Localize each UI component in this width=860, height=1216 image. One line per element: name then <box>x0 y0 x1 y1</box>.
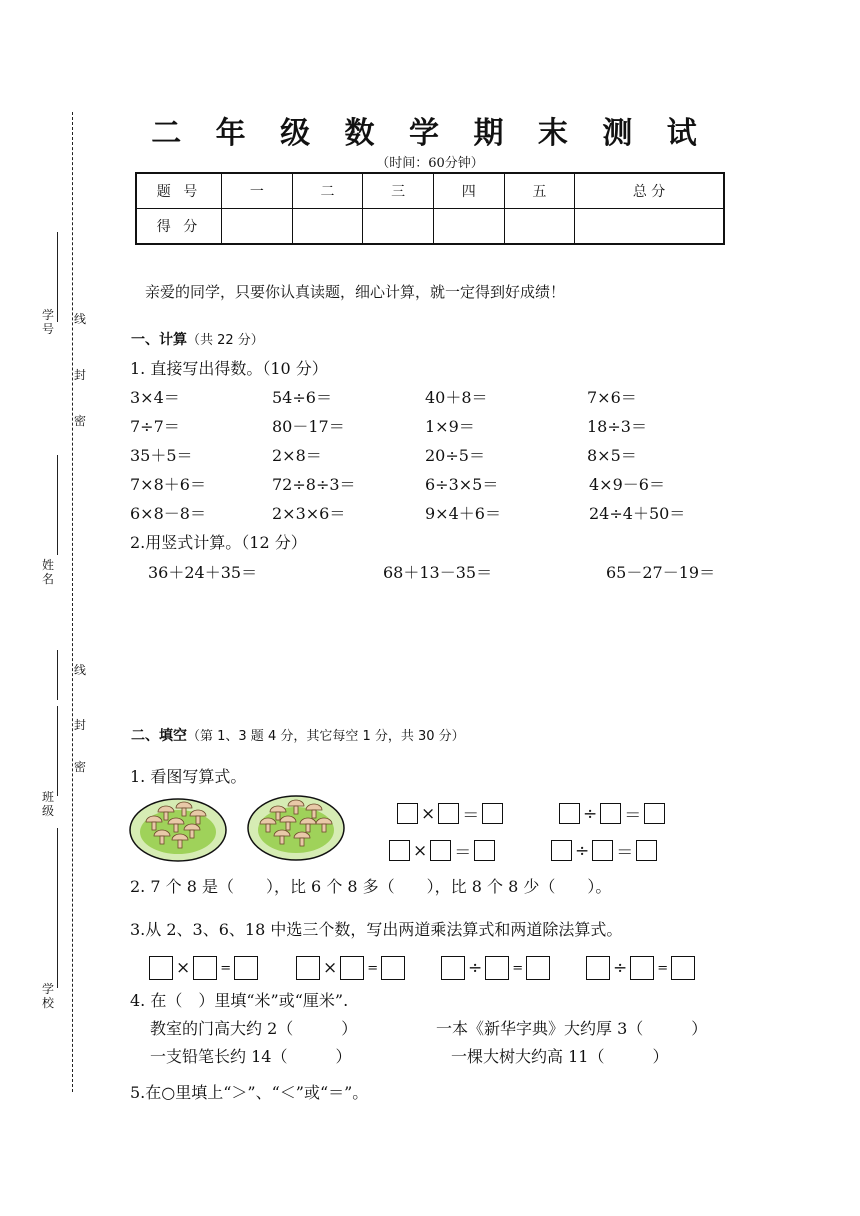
fill-unit-item: 一棵大树大约高 11（ ） <box>451 1047 669 1066</box>
xingming-underline <box>57 455 58 555</box>
fill-unit-item: 一本《新华字典》大约厚 3（ ） <box>436 1019 708 1038</box>
section2-q4: 4. 在（ ）里填“米”或“厘米”. <box>130 991 349 1010</box>
answer-box[interactable] <box>193 956 217 980</box>
section2-q3: 3.从 2、3、6、18 中选三个数，写出两道乘法算式和两道除法算式。 <box>130 920 623 939</box>
calc-item: 7×6＝ <box>587 388 637 407</box>
equals-sign: = <box>220 960 232 976</box>
answer-box[interactable] <box>474 840 495 861</box>
answer-box[interactable] <box>149 956 173 980</box>
calc-item: 6÷3×5＝ <box>425 475 499 494</box>
answer-box[interactable] <box>296 956 320 980</box>
mi-label-1: 密 <box>73 414 86 428</box>
section2-title: 二、填空 <box>131 728 187 744</box>
blank-division-equation <box>551 838 657 863</box>
banji-underline-top <box>57 650 58 700</box>
score-cell[interactable] <box>433 209 504 245</box>
blank-division-equation <box>441 956 550 980</box>
banji-underline <box>57 706 58 796</box>
mushroom-plate-picture <box>128 796 228 862</box>
calc-item: 72÷8÷3＝ <box>272 475 356 494</box>
calc-item: 9×4＋6＝ <box>425 504 501 523</box>
time-limit: （时间：60分钟） <box>376 156 484 171</box>
xuehao-underline <box>57 232 58 322</box>
vertical-calc-item: 68＋13－35＝ <box>383 563 493 582</box>
feng-label-1: 封 <box>73 368 86 382</box>
calc-item: 6×8－8＝ <box>130 504 206 523</box>
xian-label-1: 线 <box>73 312 86 326</box>
divide-sign: ÷ <box>575 840 590 861</box>
xian-label-2: 线 <box>73 663 86 677</box>
calc-item: 54÷6＝ <box>272 388 332 407</box>
greeting-text: 亲爱的同学，只要你认真读题，细心计算，就一定得到好成绩！ <box>145 283 566 301</box>
fill-unit-item: 教室的门高大约 2（ ） <box>150 1019 358 1038</box>
blank-multiplication-equation <box>149 956 258 980</box>
calc-item: 2×3×6＝ <box>272 504 346 523</box>
banji-label: 班 级 <box>41 790 54 818</box>
divide-sign: ÷ <box>613 958 628 978</box>
blank-multiplication-equation <box>296 956 405 980</box>
equals-sign: = <box>367 960 379 976</box>
times-sign: × <box>413 840 428 861</box>
score-row-label: 得 分 <box>136 209 222 245</box>
score-cell[interactable] <box>575 209 724 245</box>
header-cell: 二 <box>292 173 363 209</box>
calc-item: 35＋5＝ <box>130 446 193 465</box>
answer-box[interactable] <box>430 840 451 861</box>
mi-label-2: 密 <box>73 760 86 774</box>
section2-q5: 5.在○里填上“＞”、“＜”或“＝”。 <box>130 1083 369 1102</box>
xuexiao-underline <box>57 828 58 988</box>
score-cell[interactable] <box>504 209 575 245</box>
times-sign: × <box>176 958 191 978</box>
binding-dashed-line <box>72 112 73 1092</box>
answer-box[interactable] <box>551 840 572 861</box>
header-cell: 一 <box>222 173 293 209</box>
times-sign: × <box>421 803 436 824</box>
calc-item: 2×8＝ <box>272 446 322 465</box>
section1-q2: 2.用竖式计算。（12 分） <box>130 533 307 552</box>
answer-box[interactable] <box>389 840 410 861</box>
answer-box[interactable] <box>644 803 665 824</box>
calc-item: 24÷4＋50＝ <box>589 504 686 523</box>
answer-box[interactable] <box>438 803 459 824</box>
calc-item: 7×8＋6＝ <box>130 475 206 494</box>
header-cell: 总 分 <box>575 173 724 209</box>
score-table-header-row <box>136 173 724 209</box>
section2-q2: 2. 7 个 8 是（ ），比 6 个 8 多（ ），比 8 个 8 少（ ）。 <box>130 877 612 896</box>
score-cell[interactable] <box>363 209 434 245</box>
answer-box[interactable] <box>600 803 621 824</box>
equals-sign: ＝ <box>462 806 480 826</box>
calc-item: 18÷3＝ <box>587 417 647 436</box>
equals-sign: = <box>657 960 669 976</box>
equals-sign: ＝ <box>454 843 472 863</box>
calc-item: 4×9－6＝ <box>589 475 665 494</box>
section1-points: （共 22 分） <box>187 333 264 348</box>
calc-item: 7÷7＝ <box>130 417 180 436</box>
section1-heading <box>131 329 264 349</box>
answer-box[interactable] <box>559 803 580 824</box>
vertical-calc-item: 65－27－19＝ <box>606 563 716 582</box>
calc-item: 8×5＝ <box>587 446 637 465</box>
section2-heading <box>131 725 465 745</box>
answer-box[interactable] <box>671 956 695 980</box>
header-cell: 三 <box>363 173 434 209</box>
answer-box[interactable] <box>482 803 503 824</box>
calc-item: 80－17＝ <box>272 417 345 436</box>
xuexiao-label: 学校 <box>41 982 54 1010</box>
divide-sign: ÷ <box>583 803 598 824</box>
section2-q1: 1. 看图写算式。 <box>130 767 247 786</box>
score-table-score-row <box>136 209 724 245</box>
score-cell[interactable] <box>222 209 293 245</box>
header-cell: 四 <box>433 173 504 209</box>
calc-item: 40＋8＝ <box>425 388 488 407</box>
answer-box[interactable] <box>234 956 258 980</box>
vertical-calc-item: 36＋24＋35＝ <box>148 563 258 582</box>
blank-division-equation <box>586 956 695 980</box>
page-title: 二 年 级 数 学 期 末 测 试 <box>151 116 709 151</box>
answer-box[interactable] <box>636 840 657 861</box>
answer-box[interactable] <box>381 956 405 980</box>
answer-box[interactable] <box>485 956 509 980</box>
answer-box[interactable] <box>340 956 364 980</box>
feng-label-2: 封 <box>73 718 86 732</box>
score-cell[interactable] <box>292 209 363 245</box>
header-cell: 五 <box>504 173 575 209</box>
blank-multiplication-equation <box>389 838 495 863</box>
calc-item: 20÷5＝ <box>425 446 485 465</box>
header-cell: 题 号 <box>136 173 222 209</box>
calc-item: 1×9＝ <box>425 417 475 436</box>
answer-box[interactable] <box>630 956 654 980</box>
xuehao-label: 学 号 <box>41 308 54 336</box>
section2-points: （第 1、3 题 4 分，其它每空 1 分，共 30 分） <box>187 729 465 744</box>
mushroom-plate-picture <box>246 794 346 862</box>
fill-unit-item: 一支铅笔长约 14（ ） <box>150 1047 352 1066</box>
answer-box[interactable] <box>441 956 465 980</box>
score-table <box>135 172 725 245</box>
equals-sign: ＝ <box>624 806 642 826</box>
times-sign: × <box>323 958 338 978</box>
equals-sign: ＝ <box>616 843 634 863</box>
answer-box[interactable] <box>397 803 418 824</box>
answer-box[interactable] <box>586 956 610 980</box>
answer-box[interactable] <box>592 840 613 861</box>
section1-q1: 1. 直接写出得数。（10 分） <box>130 359 328 378</box>
divide-sign: ÷ <box>468 958 483 978</box>
xingming-label: 姓 名 <box>41 558 54 586</box>
blank-multiplication-equation <box>397 801 503 826</box>
equals-sign: = <box>512 960 524 976</box>
blank-division-equation <box>559 801 665 826</box>
answer-box[interactable] <box>526 956 550 980</box>
calc-item: 3×4＝ <box>130 388 180 407</box>
section1-title: 一、计算 <box>131 332 187 348</box>
